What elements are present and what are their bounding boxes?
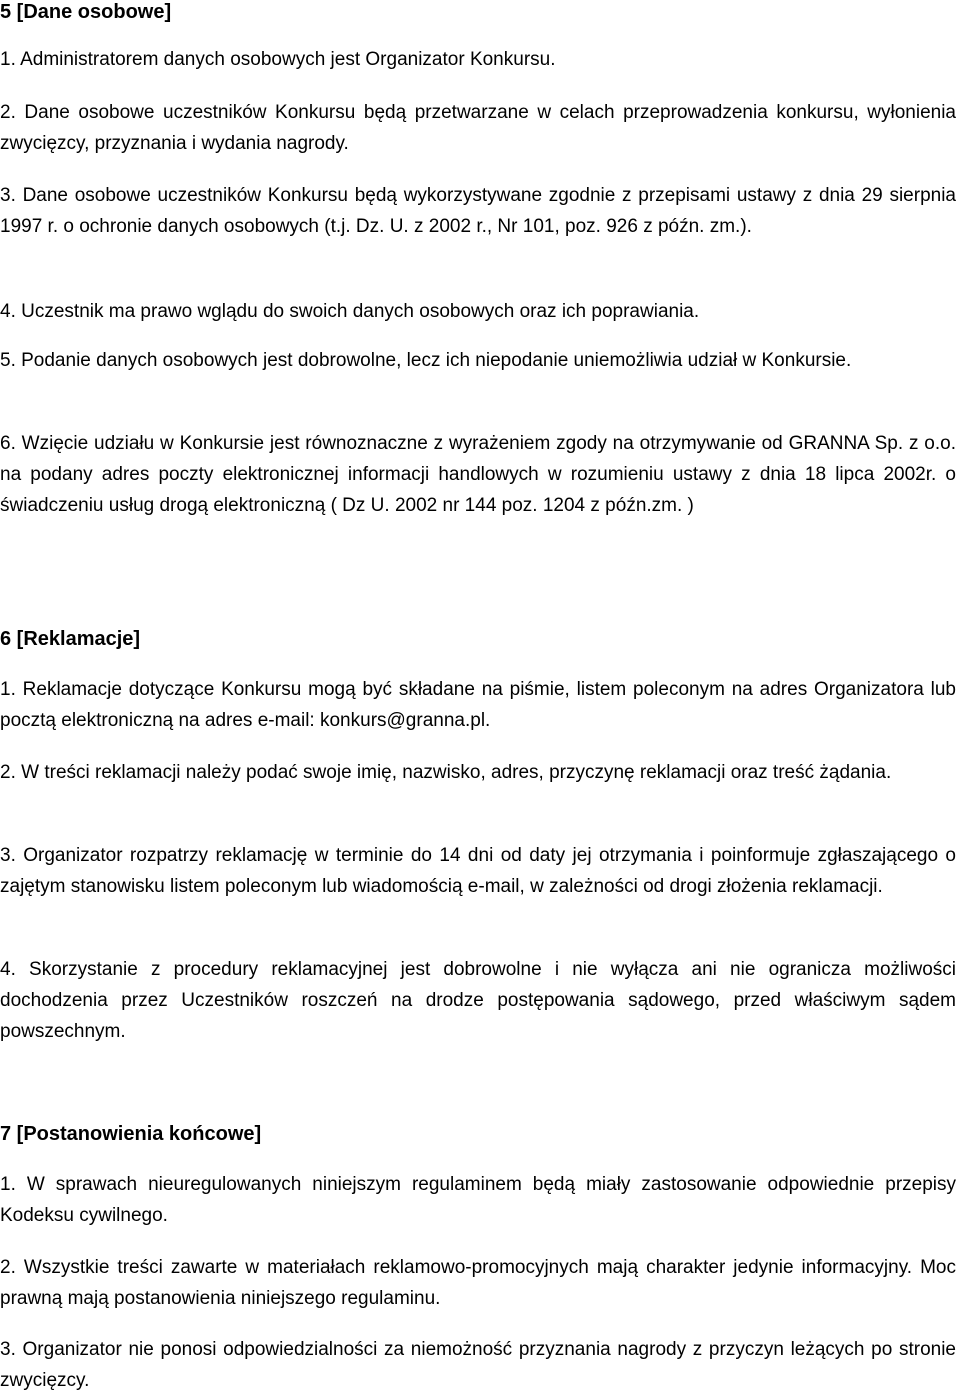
paragraph-7-3: 3. Organizator nie ponosi odpowiedzialności za niemożność przyznania nagrody z przyczyn leżących po stronie zwycięzcy. <box>0 1339 956 1391</box>
paragraph-7-1: 1. W sprawach nieuregulowanych niniejszym regulaminem będą miały zastosowanie odpowiednie przepisy Kodeksu cywilnego. <box>0 1174 956 1226</box>
section-heading-postanowienia-koncowe: 7 [Postanowienia końcowe] <box>0 1123 262 1145</box>
paragraph-5-1: 1. Administratorem danych osobowych jest Organizator Konkursu. <box>0 49 556 70</box>
paragraph-6-2: 2. W treści reklamacji należy podać swoje imię, nazwisko, adres, przyczynę reklamacji oraz treść żądania. <box>0 762 892 783</box>
paragraph-5-6: 6. Wzięcie udziału w Konkursie jest równoznaczne z wyrażeniem zgody na otrzymywanie od GRANNA Sp. z o.o. na podany adres poczty elektronicznej informacji handlowych w rozumieniu ustawy z dnia 18 lipca 2002r. o świadczeniu usług drogą elektroniczną ( Dz U. 2002 nr 144 poz. 1204 z późn.zm. ) <box>0 433 956 516</box>
paragraph-6-1: 1. Reklamacje dotyczące Konkursu mogą być składane na piśmie, listem poleconym na adres Organizatora lub pocztą elektroniczną na adres e-mail: konkurs@granna.pl. <box>0 679 956 731</box>
paragraph-5-2: 2. Dane osobowe uczestników Konkursu będą przetwarzane w celach przeprowadzenia konkursu, wyłonienia zwycięzcy, przyznania i wydania nagrody. <box>0 102 956 154</box>
paragraph-7-2: 2. Wszystkie treści zawarte w materiałach reklamowo-promocyjnych mają charakter jedynie informacyjny. Moc prawną mają postanowienia niniejszego regulaminu. <box>0 1257 956 1309</box>
paragraph-6-4: 4. Skorzystanie z procedury reklamacyjnej jest dobrowolne i nie wyłącza ani nie ogranicza możliwości dochodzenia przez Uczestników roszczeń na drodze postępowania sądowego, przed właściwym sądem powszechnym. <box>0 959 956 1042</box>
paragraph-5-5: 5. Podanie danych osobowych jest dobrowolne, lecz ich niepodanie uniemożliwia udział w Konkursie. <box>0 350 852 371</box>
section-heading-dane-osobowe: 5 [Dane osobowe] <box>0 1 172 23</box>
paragraph-6-3: 3. Organizator rozpatrzy reklamację w terminie do 14 dni od daty jej otrzymania i poinformuje zgłaszającego o zajętym stanowisku listem poleconym lub wiadomością e-mail, w zależności od drogi złożenia reklamacji. <box>0 845 956 897</box>
paragraph-5-4: 4. Uczestnik ma prawo wglądu do swoich danych osobowych oraz ich poprawiania. <box>0 301 700 322</box>
paragraph-5-3: 3. Dane osobowe uczestników Konkursu będą wykorzystywane zgodnie z przepisami ustawy z dnia 29 sierpnia 1997 r. o ochronie danych osobowych (t.j. Dz. U. z 2002 r., Nr 101, poz. 926 z późn. zm.). <box>0 185 956 237</box>
section-heading-reklamacje: 6 [Reklamacje] <box>0 628 141 650</box>
